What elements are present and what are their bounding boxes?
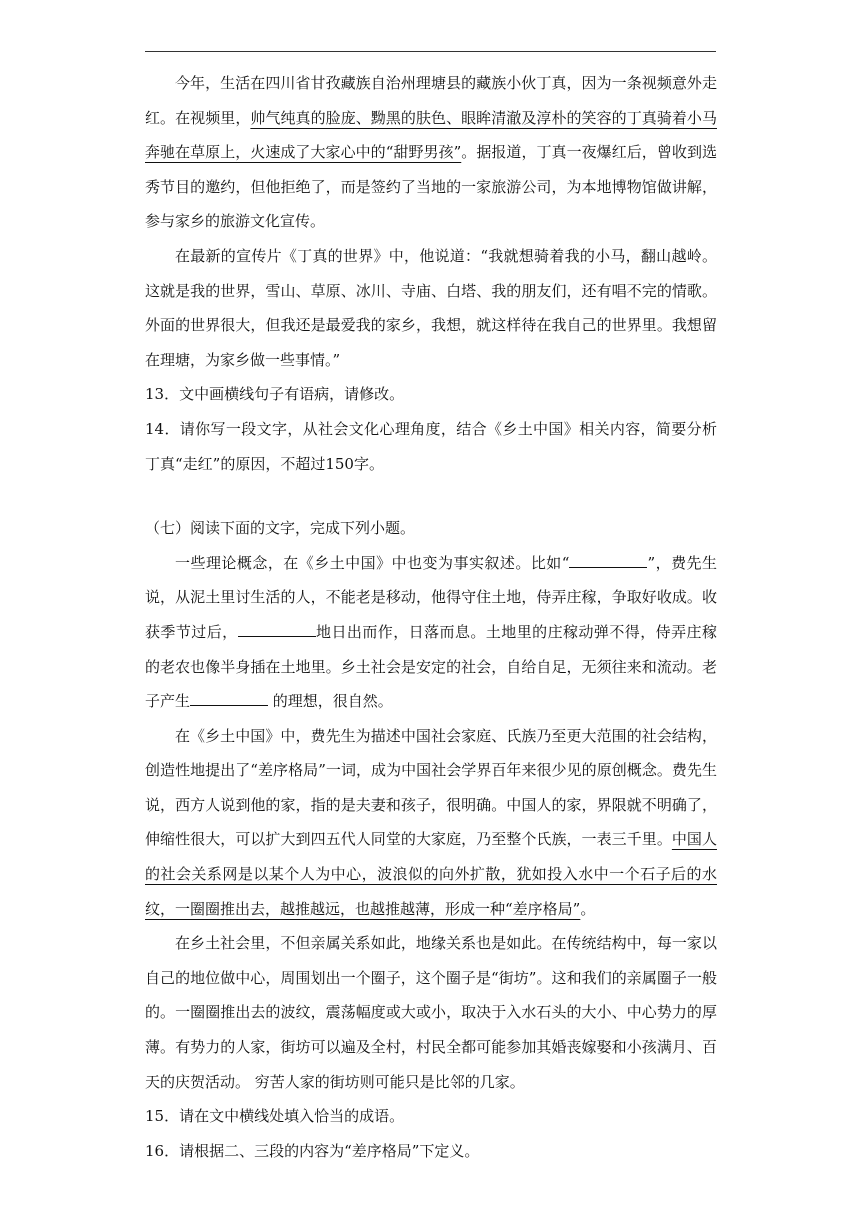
p2-1-text-b: ”，费先生说，从泥土里讨生活的人，不能老是移动，他得守住土地，侍弄庄稼，争取好收成。收获季节过后，	[145, 553, 718, 641]
fill-blank-1	[569, 550, 647, 568]
p1-text-pre: 今年，生活在四川省甘孜藏族自治州理塘县的藏族小伙丁真，因为一条视频意外走红。在视频里，	[145, 74, 717, 127]
question-16: 16．请根据二、三段的内容为“差序格局”下定义。	[145, 1141, 480, 1160]
header-rule	[145, 51, 716, 52]
question-13: 13．文中画横线句子有语病，请修改。	[145, 385, 405, 404]
p2-2-text-pre: 在《乡土中国》中，费先生为描述中国社会家庭、氏族乃至更大范围的社会结构，创造性地提出了“差序格局”一词，成为中国社会学界百年来很少见的原创概念。费先生说，西方人说到他的家，指的是夫妻和孩子，很明确。中国人的家，界限就不明确了，伸缩性很大，可以扩大到四五代人同堂的大家庭，乃至整个氏族，一表三千里。	[145, 726, 717, 849]
fill-blank-3	[190, 688, 268, 706]
fill-blank-2	[238, 619, 316, 637]
passage2-paragraph1	[145, 546, 717, 719]
passage2-paragraph3: 在乡土社会里，不但亲属关系如此，地缘关系也是如此。在传统结构中，每一家以自己的地位做中心，周围划出一个圈子，这个圈子是“街坊”。这和我们的亲属圈子一般的。一圈圈推出去的波纹，震荡幅度或大或小，取决于入水石头的大小、中心势力的厚薄。有势力的人家，街坊可以遍及全村，村民全都可能参加其婚丧嫁娶和小孩满月、百天的庆贺活动。 穷苦人家的街坊则可能只是比邻的几家。	[145, 934, 717, 1091]
p2-1-text-c: 地日出而作，日落而息。土地里的庄稼动弹不得，侍弄庄稼的老农也像半身插在土地里。乡土社会是安定的社会，自给自足，无须往来和流动。老子产生	[145, 622, 717, 711]
section-gap	[145, 481, 717, 511]
p2-1-text-a: 一些理论概念，在《乡土中国》中也变为事实叙述。比如“	[175, 553, 570, 572]
question-15: 15．请在文中横线处填入恰当的成语。	[145, 1107, 405, 1126]
passage1-paragraph2: 在最新的宣传片《丁真的世界》中，他说道：“我就想骑着我的小马，翻山越岭。这就是我的世界，雪山、草原、冰川、寺庙、白塔、我的朋友们，还有唱不完的情歌。外面的世界很大，但我还是最爱我的家乡，我想，就这样待在我自己的世界里。我想留在理塘，为家乡做一些事情。”	[145, 246, 717, 369]
p1-text-post: 。据报道，丁真一夜爆红后，曾收到选秀节目的邀约，但他拒绝了，而是签约了当地的一家旅游公司，为本地博物馆做讲解，参与家乡的旅游文化宣传。	[145, 143, 717, 231]
passage2-paragraph2	[145, 719, 717, 927]
section-heading-7: （七）阅读下面的文字，完成下列小题。	[145, 519, 416, 538]
underlined-sentence-13: 帅气纯真的脸庞、黝黑的肤色、眼眸清澈及淳朴的笑容的丁真骑着小马奔驰在草原上，火速成了大家心中的“甜野男孩”	[145, 108, 717, 162]
passage1-paragraph1	[145, 66, 717, 239]
document-body	[145, 66, 717, 1168]
p2-2-text-post: 。	[580, 899, 596, 918]
p2-1-text-d: 的理想，很自然。	[268, 692, 393, 711]
underlined-sentence-chaxugeju: 中国人的社会关系网是以某个人为中心，波浪似的向外扩散，犹如投入水中一个石子后的水纹，一圈圈推出去，越推越远，也越推越薄，形成一种“差序格局”	[145, 830, 717, 918]
question-14: 14．请你写一段文字，从社会文化心理角度，结合《乡土中国》相关内容，简要分析丁真“走红”的原因，不超过150字。	[145, 419, 717, 473]
